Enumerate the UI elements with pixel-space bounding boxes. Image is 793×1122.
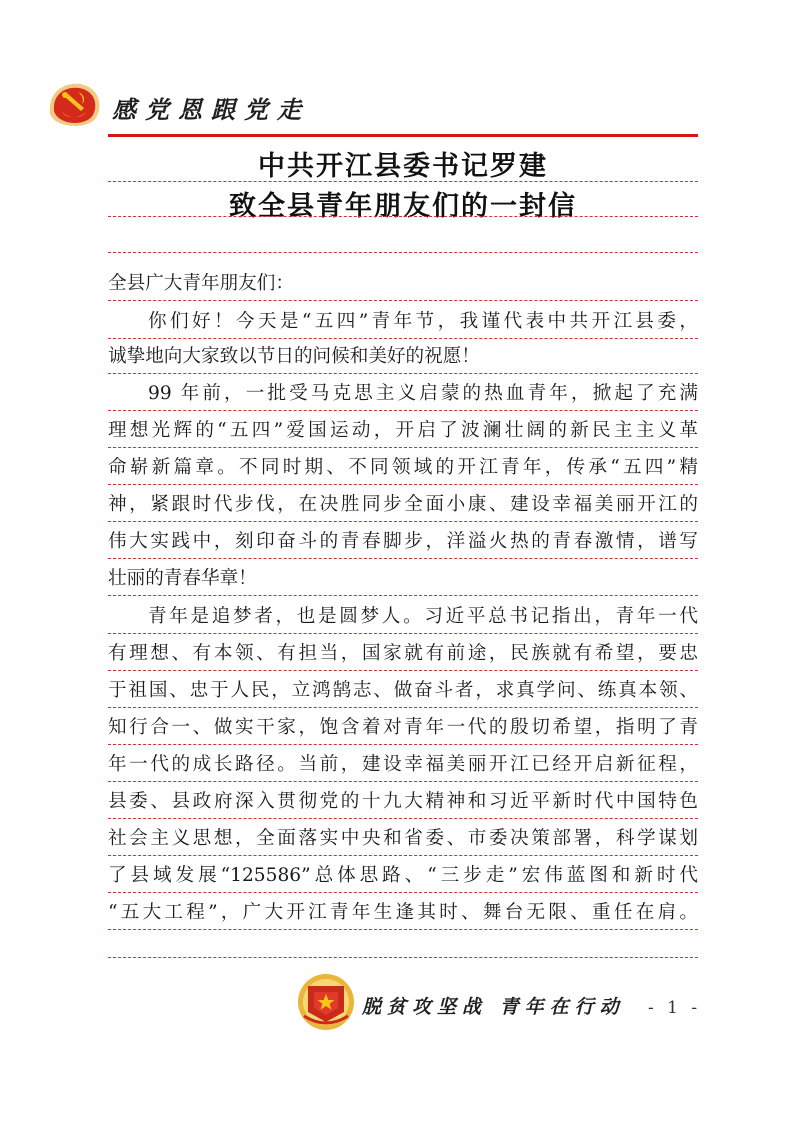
- dash-rule: [108, 929, 698, 930]
- dash-rule: [108, 892, 698, 893]
- header-rule: [108, 134, 698, 137]
- body-line: 诚挚地向大家致以节日的问候和美好的祝愿！: [108, 346, 480, 367]
- body-line: 命崭新篇章。不同时期、不同领域的开江青年，传承“五四”精: [108, 457, 698, 478]
- dash-rule: [108, 252, 698, 253]
- dash-rule: [108, 818, 698, 819]
- dash-rule: [108, 410, 698, 411]
- footer-slogan: 脱贫攻坚战 青年在行动: [362, 996, 625, 1018]
- body-line: 你们好！今天是“五四”青年节，我谨代表中共开江县委，: [148, 311, 698, 332]
- dash-rule: [108, 855, 698, 856]
- body-line: “五大工程”，广大开江青年生逢其时、舞台无限、重任在肩。: [108, 902, 698, 923]
- dash-rule: [108, 447, 698, 448]
- dash-rule: [108, 595, 698, 596]
- dash-rule: [108, 558, 698, 559]
- body-line: 年一代的成长路径。当前，建设幸福美丽开江已经开启新征程，: [108, 754, 698, 775]
- dash-rule: [108, 707, 698, 708]
- body-line: 伟大实践中，刻印奋斗的青春脚步，洋溢火热的青春激情，谱写: [108, 531, 698, 552]
- body-line: 社会主义思想，全面落实中央和省委、市委决策部署，科学谋划: [108, 828, 698, 849]
- body-line: 知行合一、做实干家，饱含着对青年一代的殷切希望，指明了青: [108, 717, 698, 738]
- body-line: 于祖国、忠于人民，立鸿鹄志、做奋斗者，求真学问、练真本领、: [108, 680, 698, 701]
- header-slogan: 感党恩跟党走: [112, 96, 310, 124]
- body-line: 县委、县政府深入贯彻党的十九大精神和习近平新时代中国特色: [108, 791, 698, 812]
- title-line-1: 中共开江县委书记罗建: [258, 151, 548, 182]
- dash-rule: [108, 521, 698, 522]
- dash-rule: [108, 633, 698, 634]
- party-emblem-icon: [44, 78, 104, 128]
- body-line: 了县域发展“125586”总体思路、“三步走”宏伟蓝图和新时代: [108, 865, 698, 886]
- body-line: 99 年前，一批受马克思主义启蒙的热血青年，掀起了充满: [148, 383, 698, 404]
- page-number: - 1 -: [648, 998, 702, 1018]
- title-line-2: 致全县青年朋友们的一封信: [229, 191, 577, 222]
- salutation: 全县广大青年朋友们：: [108, 273, 294, 294]
- dash-rule: [108, 744, 698, 745]
- dash-rule: [108, 181, 698, 182]
- body-line: 青年是追梦者，也是圆梦人。习近平总书记指出，青年一代: [148, 606, 698, 627]
- dash-rule: [108, 373, 698, 374]
- header: [44, 72, 704, 136]
- dash-rule: [108, 781, 698, 782]
- body-line: 有理想、有本领、有担当，国家就有前途，民族就有希望，要忠: [108, 643, 698, 664]
- dash-rule: [108, 484, 698, 485]
- body-line: 理想光辉的“五四”爱国运动，开启了波澜壮阔的新民主主义革: [108, 420, 698, 441]
- dash-rule: [108, 957, 698, 958]
- dash-rule: [108, 300, 698, 301]
- dash-rule: [108, 670, 698, 671]
- youth-league-emblem-icon: [296, 972, 356, 1032]
- dash-rule: [108, 338, 698, 339]
- body-line: 神，紧跟时代步伐，在决胜同步全面小康、建设幸福美丽开江的: [108, 494, 698, 515]
- dash-rule: [108, 216, 698, 217]
- body-line: 壮丽的青春华章！: [108, 568, 257, 589]
